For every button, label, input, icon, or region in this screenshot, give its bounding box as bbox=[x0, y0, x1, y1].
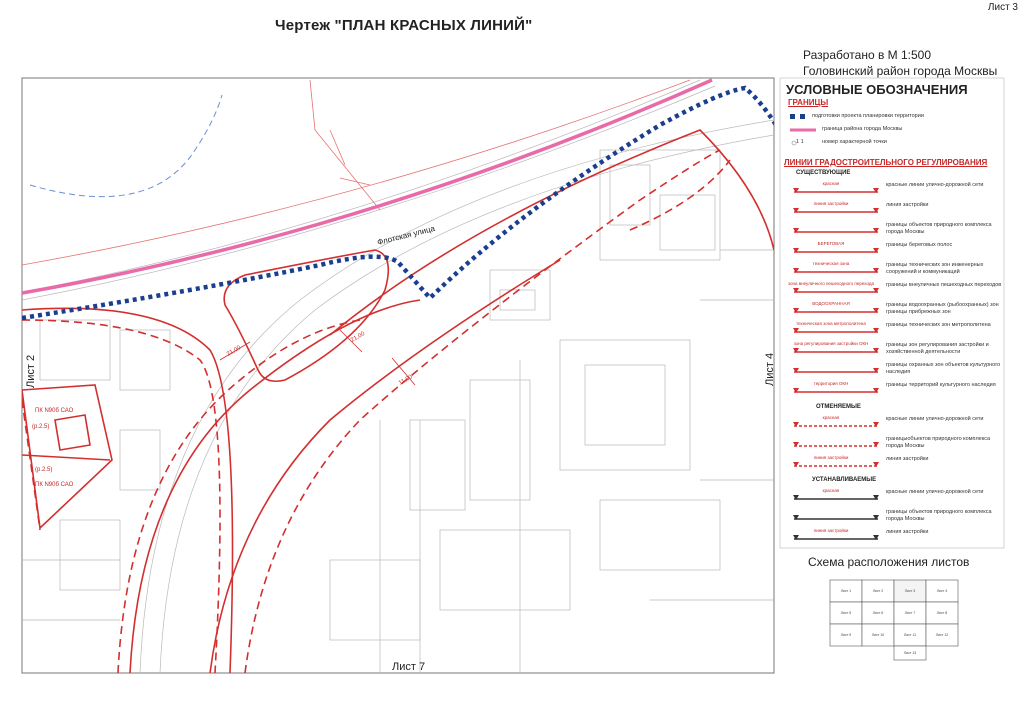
legend-caption: техническая зона bbox=[812, 261, 850, 266]
legend-caption: красная bbox=[822, 181, 840, 186]
legend-text: границыобъектов природного комплекса города Москвы bbox=[886, 436, 991, 449]
scheme-cell-label: Лист 10 bbox=[871, 633, 885, 637]
map-frame bbox=[22, 78, 774, 673]
legend-text: подготовки проекта планировки территории bbox=[812, 113, 924, 119]
legend-text: номер характерной точки bbox=[822, 139, 887, 145]
legend-item-existing-9 bbox=[782, 360, 1004, 380]
line-style-icon bbox=[786, 220, 882, 240]
legend-item-existing-1 bbox=[782, 200, 1004, 220]
legend-caption: линия застройки bbox=[813, 201, 849, 206]
parcel-label-3: (р.2.5) bbox=[35, 467, 53, 473]
legend-text: линия застройки bbox=[886, 456, 929, 462]
parcel-label-1: ПК N90б САО bbox=[35, 408, 74, 414]
scheme-cell-label: Лист 13 bbox=[903, 651, 917, 655]
scheme-cell-label: Лист 11 bbox=[903, 633, 917, 637]
scheme-cell-label: Лист 9 bbox=[840, 633, 852, 637]
legend-caption: техническая зона метрополитена bbox=[796, 321, 866, 326]
base-map-lines bbox=[22, 80, 774, 673]
right-sheet-ref: Лист 4 bbox=[764, 352, 776, 386]
legend-caption: зона регулирования застройки ОКН bbox=[793, 341, 869, 346]
scheme-cell-label: Лист 8 bbox=[936, 611, 948, 615]
legend-item-existing-2 bbox=[782, 220, 1004, 240]
legend-caption: зона внеуличного пешеходного перехода bbox=[787, 281, 875, 286]
legend-caption: красная bbox=[822, 415, 840, 420]
scheme-cell-label: Лист 1 bbox=[840, 589, 852, 593]
legend-item-point-number bbox=[782, 138, 1004, 148]
legend-item-established-1 bbox=[782, 507, 1004, 527]
legend-item-established-0 bbox=[782, 487, 1004, 507]
legend-text: границы технических зон инженерных сооружений и коммуникаций bbox=[886, 262, 984, 275]
legend-caption: территория ОКН bbox=[813, 381, 849, 386]
legend-item-existing-7 bbox=[782, 320, 1004, 340]
district-note: Головинский район города Москвы bbox=[803, 64, 998, 78]
legend-caption: ВОДООХРАННАЯ bbox=[812, 301, 850, 306]
legend-established-header: УСТАНАВЛИВАЕМЫЕ bbox=[812, 477, 877, 483]
legend-caption: линия застройки bbox=[813, 455, 849, 460]
legend-item-cancelled-1 bbox=[782, 434, 1004, 454]
bottom-sheet-ref: Лист 7 bbox=[392, 661, 426, 673]
street-label: Флотская улица bbox=[376, 223, 436, 247]
left-sheet-ref: Лист 2 bbox=[25, 354, 37, 388]
legend-text: линия застройки bbox=[886, 529, 929, 535]
legend-text: линия застройки bbox=[886, 202, 929, 208]
sheet-number-label: Лист 3 bbox=[987, 2, 1018, 13]
scheme-cell-label: Лист 2 bbox=[872, 589, 884, 593]
legend-text: границы объектов природного комплекса города Москвы bbox=[886, 222, 992, 235]
line-style-icon bbox=[786, 360, 882, 380]
legend-item-project-border bbox=[782, 112, 1004, 122]
legend-item-existing-10 bbox=[782, 380, 1004, 400]
legend-item-existing-0 bbox=[782, 180, 1004, 200]
legend-caption: линия застройки bbox=[813, 528, 849, 533]
sheet-layout-scheme bbox=[828, 578, 968, 674]
legend-item-existing-8 bbox=[782, 340, 1004, 360]
legend-item-existing-4 bbox=[782, 260, 1004, 280]
red-lines-solid bbox=[22, 130, 774, 673]
legend-text: границы охранных зон объектов культурного наследия bbox=[886, 362, 1001, 375]
scheme-cell-label: Лист 7 bbox=[904, 611, 916, 615]
legend-item-established-2 bbox=[782, 527, 1004, 547]
legend-existing-header: СУЩЕСТВУЮЩИЕ bbox=[796, 170, 851, 176]
legend-item-existing-5 bbox=[782, 280, 1004, 300]
legend-text: красные линии улично-дорожной сети bbox=[886, 416, 984, 422]
legend-text: границы технических зон метрополитена bbox=[886, 322, 991, 328]
line-style-icon bbox=[786, 507, 882, 527]
scheme-cell-label: Лист 4 bbox=[936, 589, 948, 593]
legend-title: УСЛОВНЫЕ ОБОЗНАЧЕНИЯ bbox=[786, 82, 968, 97]
legend-text: граница района города Москвы bbox=[822, 126, 903, 132]
legend-text: границы объектов природного комплекса города Москвы bbox=[886, 509, 992, 522]
point-symbol: 1 1 bbox=[796, 139, 804, 145]
legend-caption: красная bbox=[822, 488, 840, 493]
legend-regulation-header: ЛИНИИ ГРАДОСТРОИТЕЛЬНОГО РЕГУЛИРОВАНИЯ bbox=[784, 158, 988, 167]
red-lines-dashed bbox=[22, 150, 730, 673]
legend-text: границы береговых полос bbox=[886, 242, 953, 248]
legend-item-existing-3 bbox=[782, 240, 1004, 260]
parcel-label-4: ПК N90б САО bbox=[35, 482, 74, 488]
parcel-label-2: (р.2.5) bbox=[32, 424, 50, 430]
stream-line bbox=[30, 95, 222, 197]
scheme-cell-label: Лист 3 bbox=[904, 589, 916, 593]
drawing-title: Чертеж "ПЛАН КРАСНЫХ ЛИНИЙ" bbox=[275, 17, 533, 34]
legend-item-cancelled-0 bbox=[782, 414, 1004, 434]
legend-text: границы внеуличных пешеходных переходов bbox=[886, 282, 1002, 288]
legend-boundaries-header: ГРАНИЦЫ bbox=[788, 98, 829, 107]
legend-caption: БЕРЕГОВАЯ bbox=[817, 241, 845, 246]
dimension-label-2: 21,00 bbox=[350, 331, 367, 344]
legend-text: границы территорий культурного наследия bbox=[886, 382, 996, 388]
scheme-cell-label: Лист 12 bbox=[935, 633, 949, 637]
legend bbox=[782, 80, 1004, 550]
legend-cancelled-header: ОТМЕНЯЕМЫЕ bbox=[816, 404, 861, 410]
dimension-label-3: 11,00 bbox=[398, 374, 414, 387]
scheme-cell-label: Лист 6 bbox=[872, 611, 884, 615]
legend-item-cancelled-2 bbox=[782, 454, 1004, 474]
legend-text: границы водоохранных (рыбоохранных) зон границы прибрежных зон bbox=[886, 302, 999, 315]
scheme-title: Схема расположения листов bbox=[808, 555, 970, 569]
line-style-icon bbox=[786, 434, 882, 454]
dimension-label-1: 21,00 bbox=[226, 345, 243, 358]
legend-text: красные линии улично-дорожной сети bbox=[886, 489, 984, 495]
legend-text: красные линии улично-дорожной сети bbox=[886, 182, 984, 188]
legend-text: границы зон регулирования застройки и хозяйственной деятельности bbox=[886, 342, 989, 355]
legend-item-existing-6 bbox=[782, 300, 1004, 320]
scheme-cell-label: Лист 5 bbox=[840, 611, 852, 615]
scale-note: Разработано в М 1:500 bbox=[803, 48, 932, 62]
legend-item-district-boundary bbox=[782, 125, 1004, 135]
